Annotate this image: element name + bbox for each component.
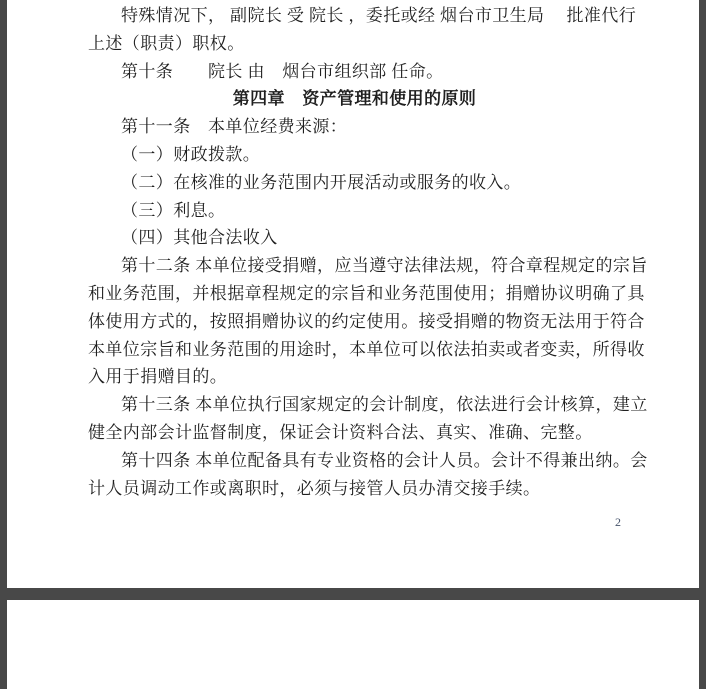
next-page-top-edge xyxy=(7,600,699,689)
text-line: （四）其他合法收入 xyxy=(121,228,278,248)
page-number: 2 xyxy=(615,515,621,529)
document-page xyxy=(7,0,699,588)
page-text-column xyxy=(88,2,648,502)
text-line: 和业务范围，并根据章程规定的宗旨和业务范围使用；捐赠协议明确了具 xyxy=(88,283,645,303)
text-line: 第十条 院长 由 烟台市组织部 任命。 xyxy=(121,61,444,81)
text-line: 本单位宗旨和业务范围的用途时，本单位可以依法拍卖或者变卖，所得收 xyxy=(88,339,645,359)
text-line: 计人员调动工作或离职时，必须与接管人员办清交接手续。 xyxy=(88,478,541,498)
chapter-heading: 第四章 资产管理和使用的原则 xyxy=(232,89,477,109)
text-line: 体使用方式的，按照捐赠协议的约定使用。接受捐赠的物资无法用于符合 xyxy=(88,311,645,331)
page-gap-divider xyxy=(0,588,706,600)
text-line: 健全内部会计监督制度，保证会计资料合法、真实、准确、完整。 xyxy=(88,422,593,442)
text-line: 入用于捐赠目的。 xyxy=(88,367,228,387)
text-line: （一）财政拨款。 xyxy=(121,144,261,164)
text-line: （二）在核准的业务范围内开展活动或服务的收入。 xyxy=(121,172,522,192)
text-line: （三）利息。 xyxy=(121,200,226,220)
text-line: 第十四条 本单位配备具有专业资格的会计人员。会计不得兼出纳。会 xyxy=(121,450,648,470)
text-line: 特殊情况下， 副院长 受 院长 ，委托或经 烟台市卫生局 批准代行 xyxy=(121,6,637,25)
text-line: 第十二条 本单位接受捐赠，应当遵守法律法规，符合章程规定的宗旨 xyxy=(121,256,648,276)
text-line: 第十三条 本单位执行国家规定的会计制度，依法进行会计核算，建立 xyxy=(121,395,648,415)
text-line: 第十一条 本单位经费来源： xyxy=(121,117,348,137)
text-line: 上述（职责）职权。 xyxy=(88,33,245,53)
